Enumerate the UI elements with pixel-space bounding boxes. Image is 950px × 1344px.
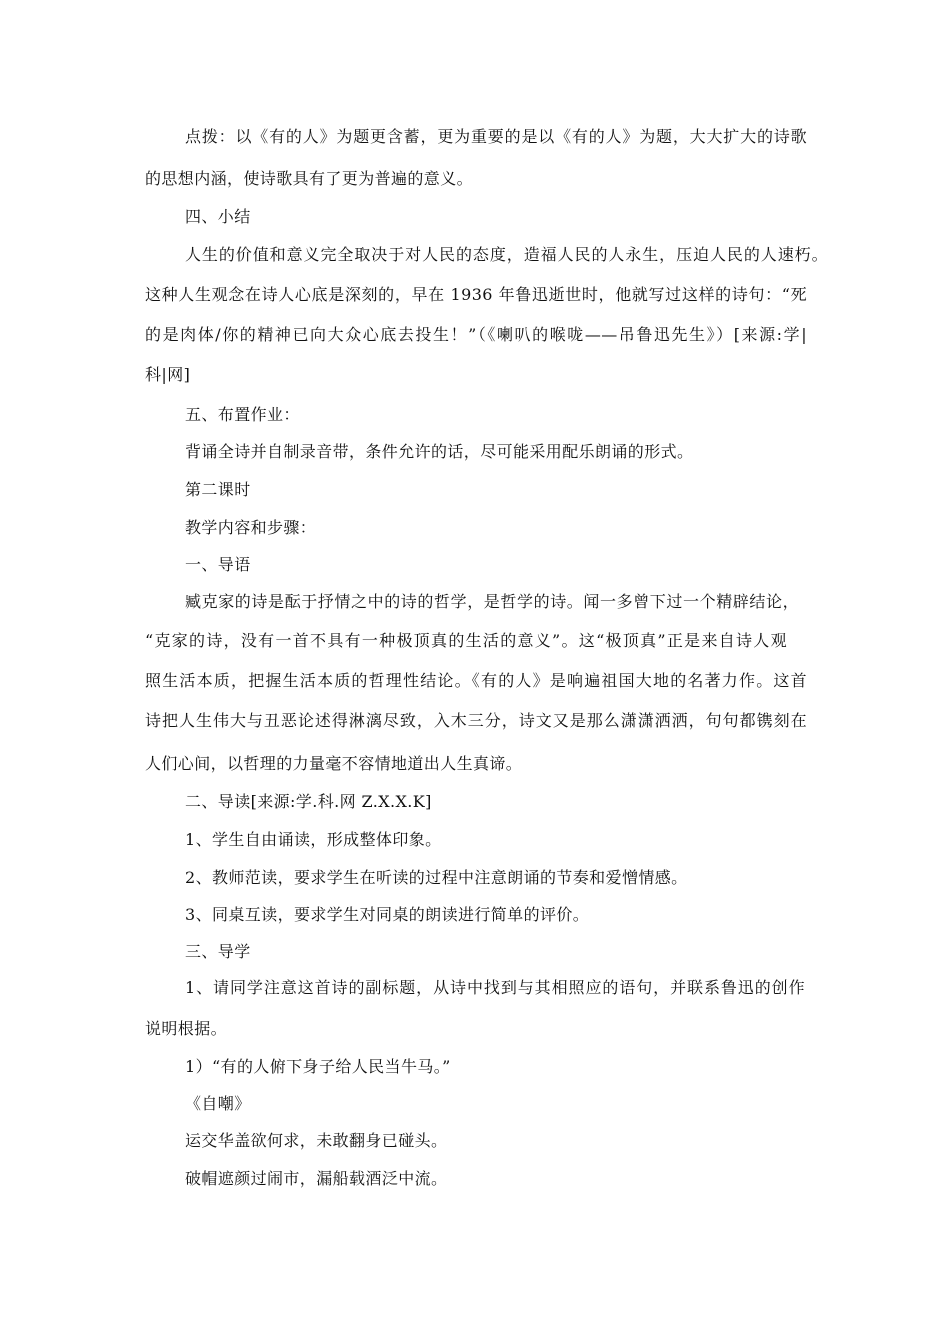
text-line: 这种人生观念在诗人心底是深刻的，早在 1936 年鲁迅逝世时，他就写过这样的诗句：“死 — [145, 285, 807, 304]
list-item: 3、同桌互读，要求学生对同桌的朗读进行简单的评价。 — [185, 905, 590, 924]
section-heading: 一、导语 — [185, 555, 251, 574]
text-line: 照生活本质，把握生活本质的哲理性结论。《有的人》是响遍祖国大地的名著力作。这首 — [145, 671, 807, 690]
text-line: 人生的价值和意义完全取决于对人民的态度，造福人民的人永生，压迫人民的人速朽。 — [185, 245, 828, 264]
text-line: 科|网] — [145, 365, 191, 384]
section-heading: 五、布置作业： — [185, 405, 300, 424]
text-line: 的是肉体/你的精神已向大众心底去投生！”（《喇叭的喉咙——吊鲁迅先生》）[来源:学| — [145, 325, 807, 344]
section-heading: 二、导读[来源:学.科.网 Z.X.X.K] — [185, 792, 432, 811]
text-line: 点拨：以《有的人》为题更含蓄，更为重要的是以《有的人》为题，大大扩大的诗歌 — [185, 127, 807, 146]
poem-line: 破帽遮颜过闹市，漏船载酒泛中流。 — [185, 1169, 448, 1188]
section-heading: 教学内容和步骤： — [185, 518, 317, 537]
text-line: 的思想内涵，使诗歌具有了更为普遍的意义。 — [145, 169, 474, 188]
section-heading: 三、导学 — [185, 942, 251, 961]
text-line: 诗把人生伟大与丑恶论述得淋漓尽致，入木三分，诗文又是那么潇潇洒洒，句句都镌刻在 — [145, 711, 807, 730]
section-heading: 第二课时 — [185, 480, 251, 499]
text-line: 说明根据。 — [145, 1019, 228, 1038]
section-heading: 四、小结 — [185, 207, 251, 226]
text-line: 人们心间，以哲理的力量毫不容情地道出人生真谛。 — [145, 754, 523, 773]
poem-title: 《自嘲》 — [185, 1094, 251, 1113]
text-line: “克家的诗，没有一首不具有一种极顶真的生活的意义”。这“极顶真”正是来自诗人观 — [145, 631, 787, 650]
list-item: 2、教师范读，要求学生在听读的过程中注意朗诵的节奏和爱憎情感。 — [185, 868, 688, 887]
list-item: 1、学生自由诵读，形成整体印象。 — [185, 830, 442, 849]
quote-line: 1）“有的人俯下身子给人民当牛马。” — [185, 1057, 451, 1076]
text-line: 臧克家的诗是酝于抒情之中的诗的哲学，是哲学的诗。闻一多曾下过一个精辟结论， — [185, 592, 799, 611]
poem-line: 运交华盖欲何求，未敢翻身已碰头。 — [185, 1131, 448, 1150]
list-item: 1、请同学注意这首诗的副标题，从诗中找到与其相照应的语句，并联系鲁迅的创作 — [185, 978, 805, 997]
text-line: 背诵全诗并自制录音带，条件允许的话，尽可能采用配乐朗诵的形式。 — [185, 442, 694, 461]
